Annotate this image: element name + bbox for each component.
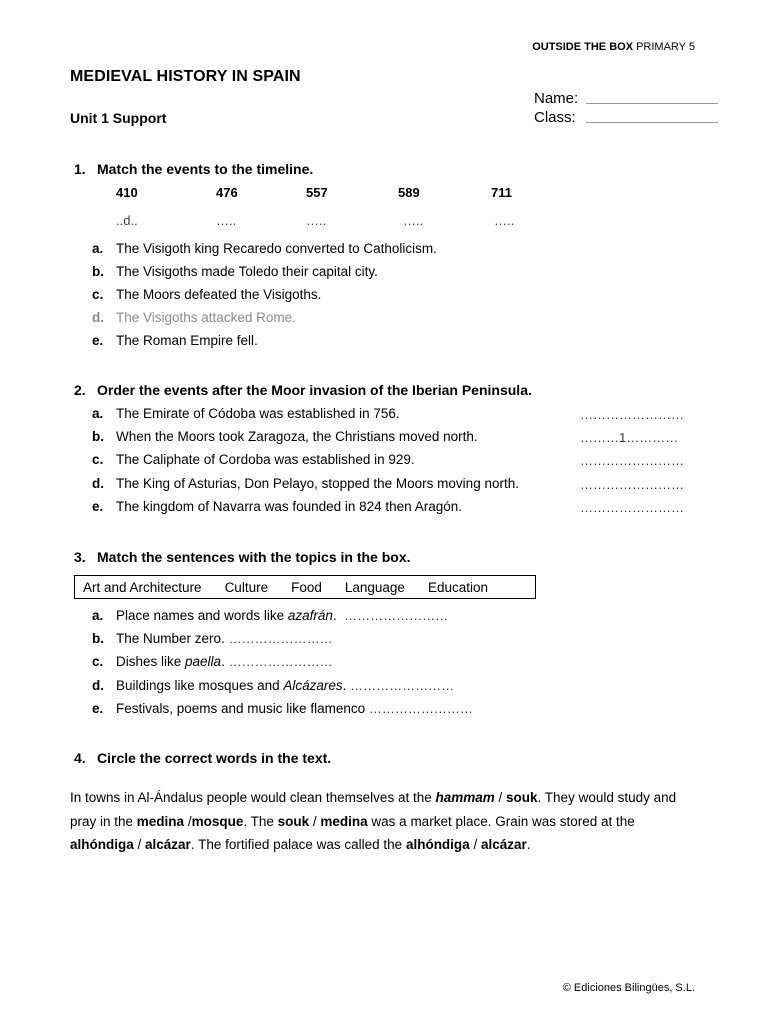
item-letter: e. (92, 701, 104, 716)
item-text (116, 631, 333, 646)
item-text (116, 654, 333, 669)
item-text: The Roman Empire fell. (116, 333, 258, 348)
item-text-plain: The Number zero. (116, 631, 225, 646)
question-prompt: Circle the correct words in the text. (97, 750, 332, 766)
item-text: The kingdom of Navarra was founded in 824 then Aragón. (116, 499, 462, 514)
timeline-blank[interactable]: ….. (494, 213, 515, 228)
question-prompt: Order the events after the Moor invasion of the Iberian Peninsula. (97, 382, 532, 398)
class-field (534, 109, 718, 126)
question-number: 1. (74, 161, 86, 177)
question-2-heading (74, 382, 532, 398)
word-choice[interactable]: alcázar (145, 837, 191, 852)
name-label: Name: (534, 90, 579, 107)
word-choice[interactable]: souk (506, 790, 538, 805)
list-item (92, 701, 473, 716)
copyright-footer: © Ediciones Bilingües, S.L. (562, 982, 695, 994)
name-field (534, 90, 718, 107)
list-item (92, 654, 333, 669)
item-text-italic: Alcázares (283, 678, 343, 693)
answer-blank[interactable]: …………………… (580, 453, 684, 468)
item-letter: a. (92, 608, 104, 623)
topic-item: Education (427, 579, 488, 595)
list-item (92, 452, 415, 467)
item-text-plain: Dishes like (116, 654, 186, 669)
name-line[interactable] (586, 103, 718, 104)
paragraph-text: was a market place. Grain was stored at the (367, 813, 635, 829)
item-text: The Visigoth king Recaredo converted to Catholicism. (116, 241, 437, 256)
list-item (92, 333, 258, 348)
item-text: The King of Asturias, Don Pelayo, stopped the Moors moving north. (116, 476, 519, 491)
item-text: The Moors defeated the Visigoths. (116, 287, 322, 302)
item-text-plain: Place names and words like (116, 608, 288, 623)
item-text: The Caliphate of Cordoba was established in 929. (116, 452, 415, 467)
timeline-blank[interactable]: ..d.. (116, 213, 138, 228)
paragraph-text: . The fortified palace was called the (190, 837, 406, 852)
item-text (116, 701, 473, 716)
list-item (92, 429, 478, 444)
item-text-plain: Festivals, poems and music like flamenco (116, 701, 366, 716)
word-choice[interactable]: mosque (191, 813, 244, 829)
answer-blank[interactable]: …………………… (228, 631, 333, 646)
answer-blank[interactable]: …………………… (368, 701, 473, 716)
question-3-heading (74, 549, 411, 565)
list-item (92, 310, 296, 325)
timeline-blank[interactable]: ….. (403, 213, 424, 228)
item-text: The Visigoths attacked Rome. (116, 310, 296, 325)
series-label (532, 41, 695, 53)
page-title: MEDIEVAL HISTORY IN SPAIN (70, 68, 301, 85)
choice-separator: / (133, 837, 146, 852)
word-choice[interactable]: alhóndiga (70, 837, 134, 852)
paragraph-text: In towns in Al-Ándalus people would clean themselves at the (70, 790, 436, 805)
item-text (116, 608, 448, 623)
list-item (92, 631, 333, 646)
list-item (92, 608, 448, 623)
timeline-year: 557 (306, 185, 328, 200)
topic-item: Language (344, 579, 405, 595)
question-4-heading (74, 750, 331, 766)
item-letter: e. (92, 499, 104, 514)
list-item (92, 678, 454, 693)
paragraph-text: . They would study and pray in the (70, 790, 677, 829)
list-item (92, 264, 378, 279)
item-letter: b. (92, 429, 104, 444)
answer-blank[interactable]: …………………… (350, 678, 455, 693)
item-text: When the Moors took Zaragoza, the Christians moved north. (116, 429, 478, 444)
topic-item: Culture (224, 579, 269, 595)
word-choice[interactable]: alhóndiga (405, 837, 470, 852)
list-item (92, 499, 462, 514)
item-letter: c. (92, 654, 104, 669)
page-subtitle: Unit 1 Support (70, 110, 167, 126)
timeline-year: 589 (398, 185, 420, 200)
word-choice[interactable]: alcázar (480, 837, 527, 852)
choice-separator: / (469, 837, 481, 852)
item-text-plain: . (221, 654, 225, 669)
choice-separator: / (184, 813, 192, 829)
item-letter: d. (92, 310, 104, 325)
class-label: Class: (534, 109, 576, 126)
item-text (116, 678, 454, 693)
item-text-plain: . (342, 678, 347, 693)
choice-separator: / (309, 813, 321, 829)
answer-blank[interactable]: …………………… (344, 608, 449, 623)
timeline-year: 410 (116, 185, 138, 200)
word-choice[interactable]: souk (277, 813, 310, 829)
word-choice[interactable]: hammam (435, 790, 495, 805)
item-letter: b. (92, 264, 104, 279)
list-item (92, 406, 400, 421)
item-text-italic: paella (185, 654, 222, 669)
paragraph-text: . The (243, 813, 278, 829)
topics-box (74, 575, 536, 599)
item-letter: d. (92, 678, 104, 693)
question-number: 3. (74, 549, 86, 565)
item-letter: b. (92, 631, 104, 646)
item-text-plain: Buildings like mosques and (116, 678, 284, 693)
word-choice[interactable]: medina (136, 813, 185, 829)
item-letter: a. (92, 241, 104, 256)
answer-blank[interactable]: …………………… (580, 500, 684, 515)
series-level: PRIMARY 5 (636, 41, 695, 53)
answer-blank[interactable]: …………………… (580, 477, 684, 492)
question-number: 2. (74, 382, 86, 398)
timeline-year: 711 (491, 185, 512, 200)
answer-blank[interactable]: ………1………… (580, 430, 679, 445)
topic-item: Food (291, 579, 322, 595)
item-letter: d. (92, 476, 104, 491)
item-letter: c. (92, 452, 104, 467)
item-text-plain: . (332, 608, 337, 623)
list-item (92, 476, 519, 491)
question-prompt: Match the events to the timeline. (97, 161, 314, 177)
list-item (92, 287, 321, 302)
choice-separator: / (494, 790, 507, 805)
item-text: The Emirate of Códoba was established in 756. (116, 406, 400, 421)
item-text: The Visigoths made Toledo their capital city. (116, 264, 378, 279)
class-line[interactable] (586, 122, 718, 123)
timeline-blank[interactable]: ….. (306, 213, 327, 228)
answer-blank[interactable]: …………………… (580, 407, 684, 422)
timeline-blank[interactable]: ….. (216, 213, 237, 228)
series-name: OUTSIDE THE BOX (532, 41, 634, 53)
item-letter: a. (92, 406, 104, 421)
item-text-italic: azafrán (287, 608, 333, 623)
item-letter: e. (92, 333, 104, 348)
topic-item: Art and Architecture (83, 579, 202, 595)
answer-blank[interactable]: …………………… (228, 654, 333, 669)
timeline-year: 476 (216, 185, 238, 200)
word-choice[interactable]: medina (320, 813, 368, 829)
item-letter: c. (92, 287, 104, 302)
list-item (92, 241, 437, 256)
question-number: 4. (74, 750, 86, 766)
paragraph-text: . (526, 837, 531, 852)
cloze-paragraph (70, 786, 700, 857)
question-prompt: Match the sentences with the topics in the box. (97, 549, 411, 565)
question-1-heading (74, 161, 313, 177)
